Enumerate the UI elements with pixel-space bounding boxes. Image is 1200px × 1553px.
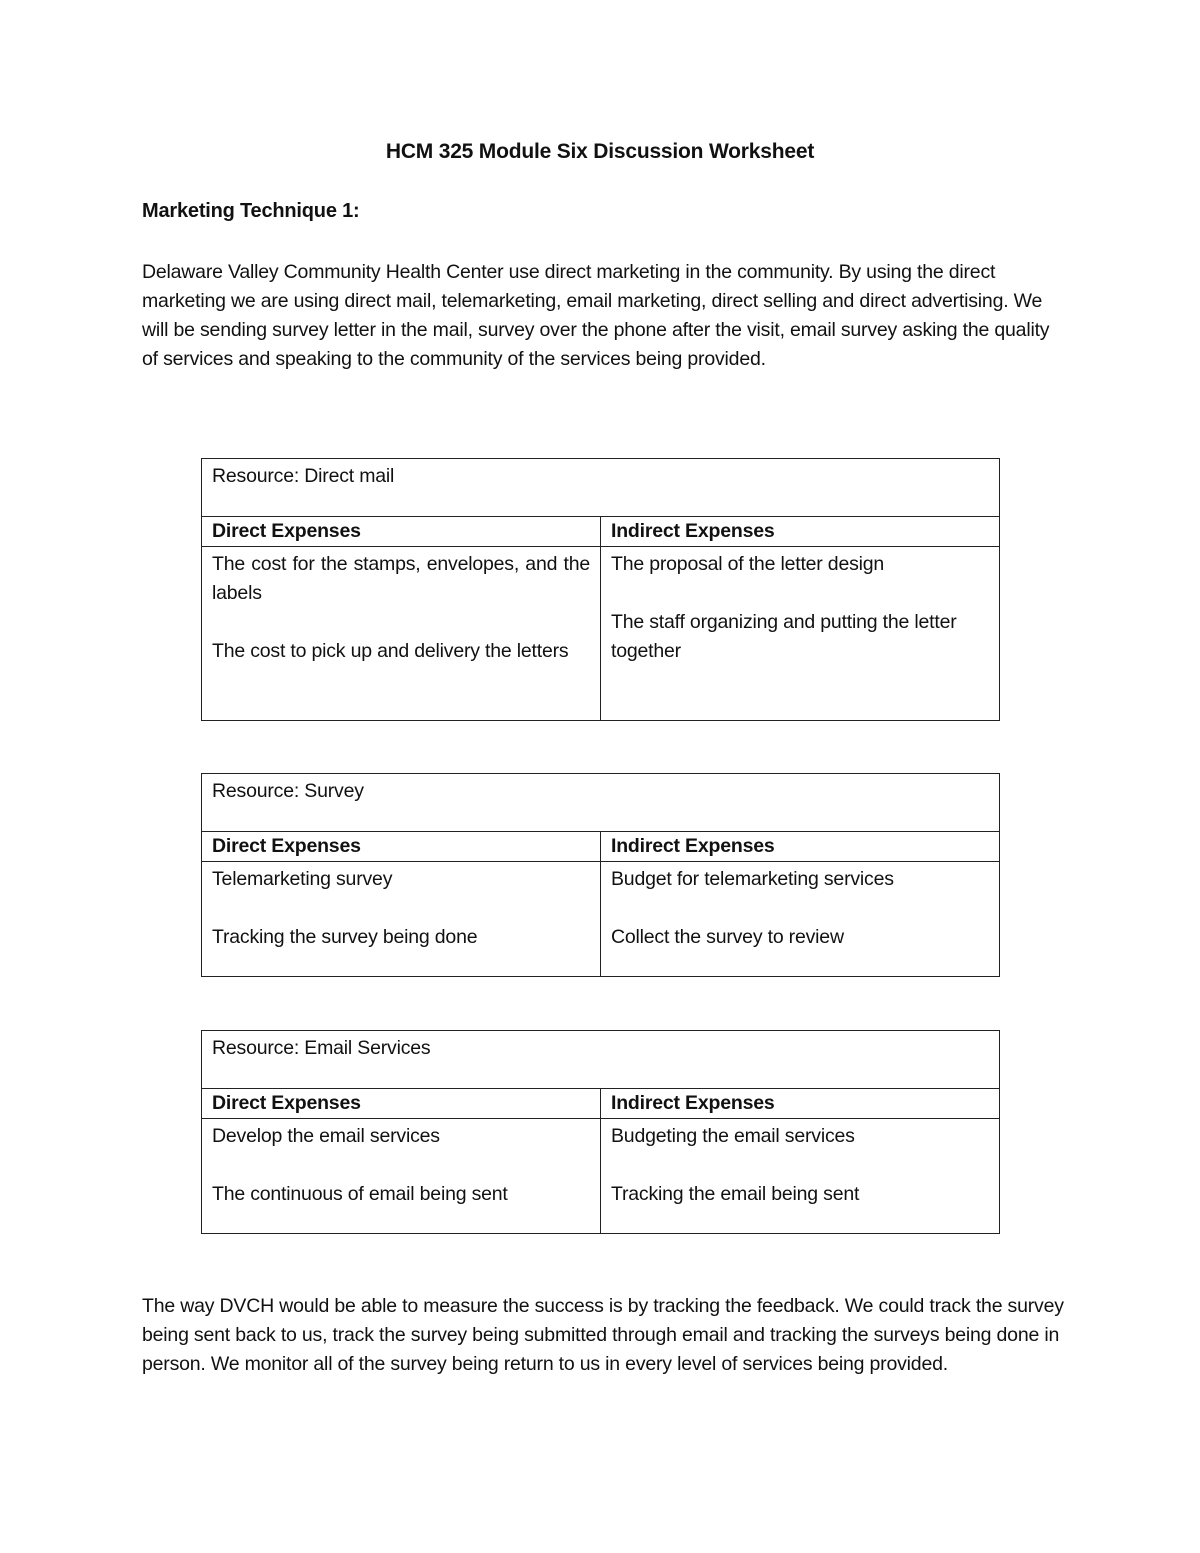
direct-expenses-cell [202, 1119, 601, 1234]
indirect-expense-item: Budgeting the email services [611, 1125, 855, 1147]
direct-expense-item: Develop the email services [212, 1125, 440, 1147]
direct-expenses-header: Direct Expenses [202, 1089, 601, 1119]
resource-table-survey [201, 773, 1000, 977]
resource-label: Resource: Direct mail [202, 459, 1000, 517]
direct-expenses-header: Direct Expenses [202, 832, 601, 862]
indirect-expenses-header: Indirect Expenses [601, 1089, 1000, 1119]
indirect-expense-item: Budget for telemarketing services [611, 868, 894, 890]
direct-expense-item: Telemarketing survey [212, 868, 393, 890]
direct-expenses-cell [202, 547, 601, 721]
indirect-expense-item: The proposal of the letter design [611, 553, 885, 575]
indirect-expenses-header: Indirect Expenses [601, 832, 1000, 862]
direct-expenses-header: Direct Expenses [202, 517, 601, 547]
section-heading: Marketing Technique 1: [142, 200, 360, 222]
indirect-expenses-header: Indirect Expenses [601, 517, 1000, 547]
indirect-expense-item: Tracking the email being sent [611, 1183, 860, 1205]
resource-table-email-services [201, 1030, 1000, 1234]
indirect-expenses-cell [601, 862, 1000, 977]
direct-expenses-cell [202, 862, 601, 977]
indirect-expenses-cell [601, 547, 1000, 721]
indirect-expenses-cell [601, 1119, 1000, 1234]
document-title: HCM 325 Module Six Discussion Worksheet [385, 140, 815, 163]
direct-expense-item: The cost to pick up and delivery the letters [212, 640, 569, 662]
resource-label: Resource: Survey [202, 774, 1000, 832]
intro-paragraph: Delaware Valley Community Health Center use direct marketing in the community. By using the direct marketing we are using direct mail, telemarketing, email marketing, direct selling and direct advertising. We will be sending survey letter in the mail, survey over the phone after the visit, email survey asking the quality of services and speaking to the community of the services being provided. [142, 261, 1050, 370]
direct-expense-item: The continuous of email being sent [212, 1183, 508, 1205]
indirect-expense-item: The staff organizing and putting the letter together [611, 611, 957, 662]
direct-expense-item: The cost for the stamps, envelopes, and the labels [212, 553, 590, 604]
closing-paragraph: The way DVCH would be able to measure the success is by tracking the feedback. We could track the survey being sent back to us, track the survey being submitted through email and tracking the surveys being done in person. We monitor all of the survey being return to us in every level of services being provided. [142, 1295, 1064, 1375]
direct-expense-item: Tracking the survey being done [212, 926, 478, 948]
resource-table-direct-mail [201, 458, 1000, 721]
resource-label: Resource: Email Services [202, 1031, 1000, 1089]
indirect-expense-item: Collect the survey to review [611, 926, 844, 948]
